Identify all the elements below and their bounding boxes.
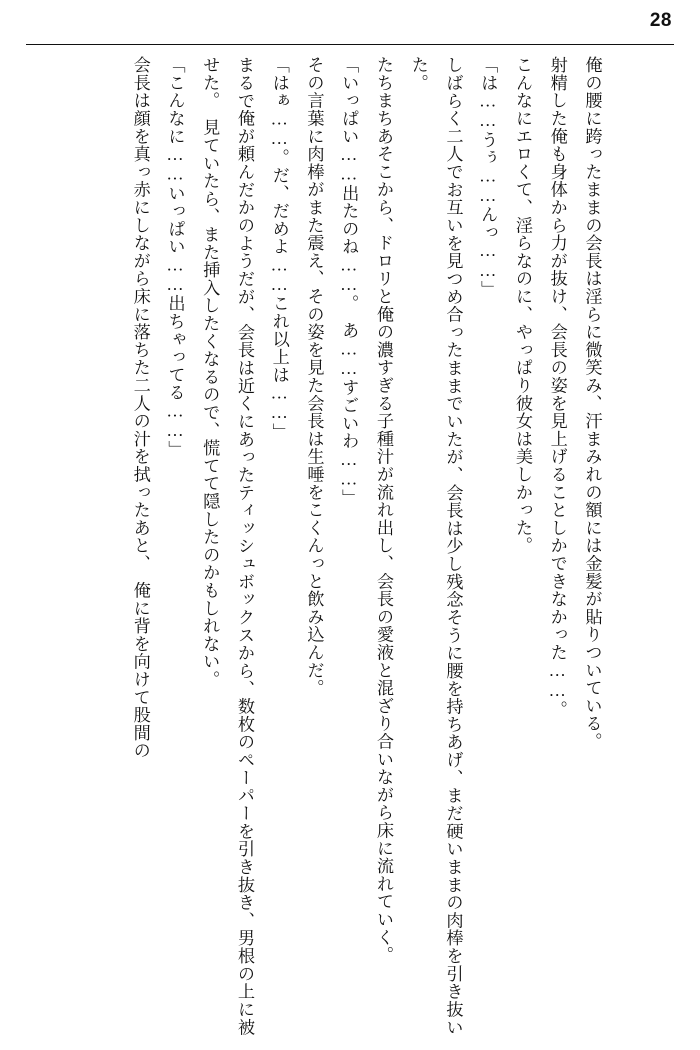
paragraph: その言葉に肉棒がまた震え、その姿を見た会長は生唾をこくんっと飲み込んだ。 bbox=[304, 56, 324, 697]
paragraph: こんなにエロくて、淫らなのに、やっぱり彼女は美しかった。 bbox=[513, 56, 532, 555]
paragraph: たちまちあそこから、ドロリと俺の濃すぎる子種汁が流れ出し、会長の愛液と混ざり合いながら床に流れていく。 bbox=[374, 56, 393, 964]
paragraph: 「こんなに……いっぱい……出ちゃってる……」 bbox=[165, 56, 185, 459]
paragraph: 会長は顔を真っ赤にしながら床に落ちた二人の汁を拭ったあと、 俺に背を向けて股間の bbox=[130, 56, 150, 760]
paragraph: しばらく二人でお互いを見つめ合ったままでいたが、会長は少し残念そうに腰を持ちあげ、まだ硬いままの肉棒を引き抜いた。 bbox=[408, 56, 463, 1036]
page-number: 28 bbox=[649, 10, 672, 31]
page-body-text bbox=[24, 56, 678, 1036]
paragraph: 「はぁ……。だ、だめよ……これ以上は……」 bbox=[269, 56, 289, 441]
paragraph: 「は……うぅ……んっ……」 bbox=[478, 56, 498, 299]
paragraph: 「いっぱい……出たのね……。 あ……すごいわ……」 bbox=[339, 56, 359, 507]
paragraph: 射精した俺も身体から力が抜け、会長の姿を見上げることしかできなかった……。 bbox=[547, 56, 567, 719]
paragraph: 俺の腰に跨ったままの会長は淫らに微笑み、汗まみれの額には金髪が貼りついている。 bbox=[582, 56, 602, 751]
paragraph: まるで俺が頼んだかのようだが、会長は近くにあったティッシュボックスから、数枚のペーパーを引き抜き、男根の上に被せた。 見ていたら、また挿入したくなるので、慌てて隠したのかもしれない。 bbox=[200, 56, 254, 1036]
header-divider bbox=[26, 44, 674, 45]
